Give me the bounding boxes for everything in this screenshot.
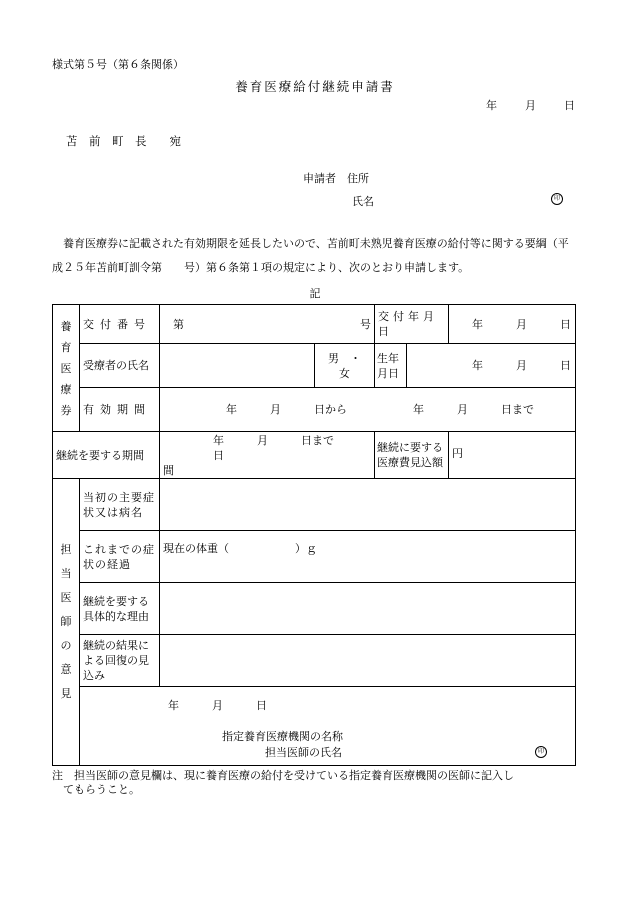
date-year: 年 [486,99,497,112]
table-row [53,388,576,432]
table-row [53,687,576,766]
applicant-label: 申請者 [303,172,336,185]
table-row [53,583,576,635]
table-row [53,479,576,531]
applicant-seal-icon: 印 [551,193,563,205]
addressee: 苫 前 町 長 宛 [66,134,181,148]
continuation-period-label: 継続を要する期間 [53,432,160,479]
footnote-line-1: 注 担当医師の意見欄は、現に養育医療の給付を受けている指定養育医療機関の医師に記入し [52,769,514,782]
ticket-group-label: 養育医療券 [53,305,80,432]
issue-date-label: 交付年月日 [375,305,449,344]
birth-date-field[interactable]: 年 月 日 [407,344,576,388]
application-form-table [52,304,576,766]
prospect-label: 継続の結果による回復の見込み [80,635,160,687]
application-statement: 養育医療券に記載された有効期限を延長したいので、苫前町未熟児養育医療の給付等に関する要綱（平成２５年苫前町訓令第 号）第６条第１項の規定により、次のとおり申請します。 [52,237,569,274]
form-number: 様式第５号（第６条関係） [52,58,184,71]
validity-field[interactable]: 年 月 日から 年 月 日まで [160,388,576,432]
doctor-seal-icon: 印 [535,746,547,758]
ki-heading: 記 [309,287,321,300]
date-month: 月 [525,99,536,112]
table-row [53,635,576,687]
table-row [53,531,576,583]
estimated-cost-label: 継続に要する医療費見込額 [375,432,449,479]
address-label: 住所 [347,172,369,185]
prospect-field[interactable] [160,635,576,687]
issue-date-field[interactable]: 年 月 日 [449,305,576,344]
initial-symptom-label: 当初の主要症状又は病名 [80,479,160,531]
sex-field[interactable]: 男 ・ 女 [315,344,375,388]
initial-symptom-field[interactable] [160,479,576,531]
applicant-address-row [303,170,369,186]
reason-field[interactable] [160,583,576,635]
progress-label: これまでの症状の経過 [80,531,160,583]
issue-number-field[interactable]: 第 号 [160,305,375,344]
table-row [53,432,576,479]
table-row [53,344,576,388]
patient-name-field[interactable] [160,344,315,388]
applicant-name-row [352,193,374,209]
table-row [53,305,576,344]
continuation-period-field[interactable]: 年 月 日まで 日 間 [160,432,375,479]
doctor-signature-area[interactable] [80,687,576,766]
doctor-opinion-label: 担当医師の意見 [53,479,80,766]
footnote-line-2: てもらうこと。 [63,783,140,796]
institution-name-label: 指定養育医療機関の名称 [222,730,343,743]
issue-number-label: 交付番号 [80,305,160,344]
patient-name-label: 受療者の氏名 [80,344,160,388]
date-day: 日 [564,99,575,112]
name-label: 氏名 [352,195,374,208]
estimated-cost-field[interactable]: 円 [449,432,576,479]
footnote [52,769,580,797]
weight-field[interactable]: 現在の体重（ ）ｇ [160,531,576,583]
application-date [486,97,575,113]
signature-date: 年 月 日 [168,699,267,712]
reason-label: 継続を要する具体的な理由 [80,583,160,635]
document-title: 養育医療給付継続申請書 [235,79,395,94]
validity-label: 有効期間 [80,388,160,432]
birth-date-label: 生年月日 [375,344,407,388]
doctor-name-label: 担当医師の氏名 [265,746,342,759]
